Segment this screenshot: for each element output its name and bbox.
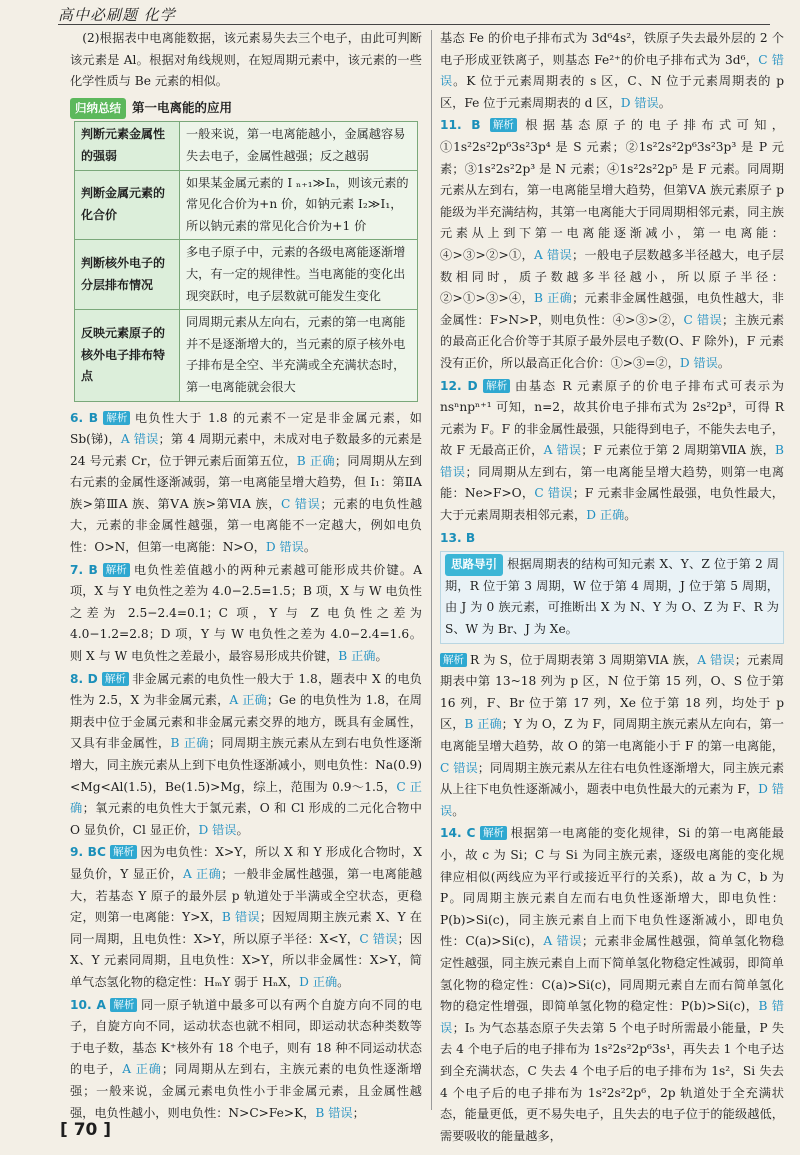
answer-11	[440, 115, 784, 374]
option-verdict: D 错误	[440, 782, 784, 818]
answer-text: ；因短周期主族元素 X、Y 在同一周期，且电负性：X>Y，所以原子半径：X<Y，	[70, 910, 422, 946]
analysis-badge: 解析	[440, 653, 467, 667]
column-divider	[431, 30, 432, 1110]
option-verdict: B 正确	[170, 736, 209, 751]
option-verdict: B 正确	[533, 291, 573, 306]
answer-8	[70, 669, 422, 842]
option-verdict: A 错误	[697, 652, 735, 667]
answer-text: ；元素的电负性越大，元素的非金属性越强，第一电离能不一定越大，例如电负性：O>N，但第一电离能：N>O，	[70, 496, 423, 555]
book-title: 高中必刷题 化学	[58, 6, 176, 24]
answer-6	[70, 408, 422, 559]
answer-10-continued	[440, 28, 784, 114]
answer-text: ；同周期主族元素从左往右电负性逐渐增大，同主族元素从上往下电负性逐渐减小，题表中电负性最大的元素为 F，	[440, 760, 785, 797]
option-verdict: D 正确	[299, 974, 338, 989]
option-verdict: A 正确	[182, 866, 222, 881]
answer-text: R 为 S，位于周期表第 3 周期第ⅥA 族，	[470, 652, 698, 667]
page-number: [ 70 ]	[60, 1120, 112, 1140]
answer-text: ；氧元素的电负性大于氯元素，O 和 Cl 形成的二元化合物中 O 显负价，Cl 显正价，	[70, 801, 422, 837]
option-verdict: C 正确	[70, 779, 422, 816]
answer-text: ；第 4 周期元素中，未成对电子数最多的元素是 24 号元素 Cr，位于钾元素后面第五位，	[70, 432, 422, 468]
table-key: 判断元素金属性的强弱	[75, 122, 180, 170]
answer-9	[70, 842, 422, 993]
answer-text: ；同周期主族元素从左到右电负性逐渐增大，同主族元素从上到下电负性逐渐减小，则电负性：Na(0.9)<Mg<Al(1.5)，Be(1.5)>Mg，综上，范围为 0.9～1.5，	[70, 736, 422, 794]
option-verdict: B 正确	[338, 649, 376, 664]
question-number: 10. A	[70, 997, 106, 1012]
table-value: 多电子原子中，元素的各级电离能逐渐增大，有一定的规律性。当电离能的变化出现突跃时，电子层数就可能发生变化	[180, 240, 418, 310]
analysis-badge: 解析	[110, 998, 137, 1012]
question-number: 8. D	[70, 671, 98, 686]
answer-text: ；元素周期表中第 13~18 列为 p 区，N 位于第 15 列，O、S 位于第 16 列，F、Br 位于第 17 列，Xe 位于第 18 列，均处于 p 区，	[440, 652, 784, 732]
question-number: 14. C	[440, 826, 476, 841]
answer-7	[70, 560, 422, 668]
option-verdict: C 错误	[683, 312, 722, 327]
answer-text: 电负性大于 1.8 的元素不一定是非金属元素，如 Sb(锑)，	[70, 410, 422, 447]
option-verdict: D 错误	[620, 95, 659, 110]
answer-text: 。	[658, 95, 671, 110]
answer-text: 同一原子轨道中最多可以有两个自旋方向不同的电子，自旋方向不同，运动状态也就不相同，即运动状态种类数等于电子数，基态 K⁺核外有 18 个电子，则有 18 种不同运动状态的电子，	[70, 997, 423, 1077]
option-verdict: B 错误	[440, 443, 784, 479]
answer-text: 基态 Fe 的价电子排布式为 3d⁶4s²，铁原子失去最外层的 2 个电子形成亚铁离子，则基态 Fe²⁺的价电子排布式为 3d⁶，	[440, 31, 784, 67]
option-verdict: A 错误	[534, 247, 572, 262]
answer-text: 。K 位于元素周期表的 s 区，C、N 位于元素周期表的 p 区，Fe 位于元素周期表的 d 区，	[440, 74, 784, 110]
option-verdict: D 正确	[586, 508, 625, 523]
answer-13	[440, 650, 784, 823]
answer-14	[440, 823, 784, 1147]
option-verdict: D 错误	[265, 540, 304, 555]
table-value: 一般来说，第一电离能越小，金属越容易失去电子，金属性越强；反之越弱	[180, 122, 418, 170]
intro-paragraph: (2)根据表中电离能数据，该元素易失去三个电子，由此可判断该元素是 Al。根据对角线规则，在短周期元素中，该元素的一些化学性质与 Be 元素的相似。	[70, 31, 422, 89]
analysis-badge: 解析	[110, 845, 137, 859]
answer-text: ；一般非金属性越强，第一电离能越大，若基态 Y 原子的最外层 p 轨道处于半满或全空状态，更稳定，则第一电离能：Y>X，	[70, 866, 423, 925]
table-value: 如果某金属元素的 I ₙ₊₁≫Iₙ，则该元素的常见化合价为+n 价，如钠元素 I₂≫I₁，所以钠元素的常见化合价为+1 价	[180, 170, 418, 240]
answer-text: ；Y 为 O，Z 为 F，同周期主族元素从左向右，第一电离能呈增大趋势，故 O 的第一电离能小于 F 的第一电离能，	[440, 717, 784, 753]
question-number: 6. B	[70, 410, 99, 425]
answer-text: 根据基态原子的电子排布式可知，①1s²2s²2p⁶3s²3p⁴ 是 S 元素；②1s²2s²2p⁶3s²3p³ 是 P 元素；③1s²2s²2p³ 是 N 元素；④1s²2s²2p⁵ 是 F 元素。同周期元素从左到右，第一电离能呈增大趋势，但第ⅤA 族元素原子 p 能级为半充满结构，其第一电离能大于同周期相邻元素，同主族元素从上到下第一电离能逐渐减小，第一电离能：④>③>②>①，	[440, 118, 784, 262]
summary-tag: 归纳总结	[70, 98, 126, 120]
option-verdict: B 错误	[221, 910, 260, 925]
answer-text: ；同周期从左到右，第一电离能呈增大趋势，则第一电离能：Ne>F>O，	[440, 464, 785, 501]
option-verdict: C 错误	[534, 486, 573, 501]
answer-text: ；一般电子层数越多半径越大，电子层数相同时，质子数越多半径越小，所以原子半径：②>①>③>④，	[440, 247, 784, 306]
answer-text: ；	[352, 1105, 365, 1120]
option-verdict: D 错误	[198, 822, 237, 837]
thinking-guide	[440, 551, 784, 643]
question-number: 9. BC	[70, 845, 106, 860]
guide-text: 根据周期表的结构可知元素 X、Y、Z 位于第 2 周期，R 位于第 3 周期，W 位于第 4 周期，J 位于第 5 周期，由 J 为 0 族元素，可推断出 X 为 N、Y 为 O、Z 为 F、R 为 S、W 为 Br、J 为 Xe。	[445, 557, 779, 637]
table-key: 判断核外电子的分层排布情况	[75, 240, 180, 310]
question-number: 7. B	[70, 562, 98, 577]
option-verdict: A 错误	[120, 432, 159, 447]
table-row	[75, 240, 418, 310]
answer-text: 。	[624, 508, 637, 523]
question-number: 13. B	[440, 530, 476, 545]
option-verdict: C 错误	[440, 52, 784, 89]
option-verdict: C 错误	[440, 760, 478, 775]
option-verdict: B 正确	[296, 453, 335, 468]
answer-text: ；同周期从左到右元素的金属性逐渐减弱，第一电离能呈增大趋势，但 I₁：第ⅡA 族>第ⅢA 族、第ⅤA 族>第ⅥA 族，	[70, 453, 422, 511]
question-number: 11. B	[440, 118, 481, 133]
summary-heading	[70, 97, 422, 120]
analysis-badge: 解析	[103, 411, 130, 425]
table-row	[75, 170, 418, 240]
option-verdict: B 正确	[464, 717, 502, 732]
option-verdict: A 错误	[543, 443, 582, 458]
analysis-badge: 解析	[103, 563, 130, 577]
option-verdict: A 正确	[229, 693, 267, 708]
right-column	[440, 28, 784, 1148]
summary-table	[74, 121, 418, 401]
answer-text: ；F 元素非金属性最强，电负性最大，大于元素周期表相邻元素，	[440, 486, 784, 523]
header-rule	[58, 24, 770, 25]
answer-text: 非金属元素的电负性一般大于 1.8，题表中 X 的电负性为 2.5，X 为非金属元素，	[70, 671, 422, 708]
answer-text: 由基态 R 元素原子的价电子排布式可表示为 nsⁿnpⁿ⁺¹ 可知，n=2，故其价电子排布式为 2s²2p³，可得 R 元素为 F。F 的非金属性最强，只能得到电子，不能失去电子，故 F 无最高正价，	[440, 378, 784, 458]
analysis-badge: 解析	[490, 118, 517, 132]
option-verdict: C 错误	[359, 931, 398, 946]
table-value: 同周期元素从左向右，元素的第一电离能并不是逐渐增大的，当元素的原子核外电子排布是全空、半充满或全充满状态时，第一电离能就会很大	[180, 310, 418, 401]
answer-text: 。	[375, 649, 388, 664]
answer-text: ；同周期从左到右，主族元素的电负性逐渐增强；一般来说，金属元素电负性小于非金属元素，且金属性越强，电负性越小，则电负性：N>C>Fe>K，	[70, 1062, 422, 1120]
answer-10	[70, 995, 422, 1125]
option-verdict: D 错误	[679, 355, 718, 370]
answer-text: 根据第一电离能的变化规律，Si 的第一电离能最小，故 c 为 Si；C 与 Si 为同主族元素，逐级电离能的变化规律应相似(两线应为平行或接近平行的关系)，故 a 为 C，b 为 P。同周期主族元素自左而右电负性逐渐增大，即电负性：P(b)>Si(c)，同主族元素自上而下电负性逐渐减小，即电负性：C(a)>Si(c)，	[440, 826, 784, 949]
guide-tag: 思路导引	[445, 554, 503, 576]
question-number: 12. D	[440, 378, 478, 393]
analysis-badge: 解析	[102, 672, 129, 686]
table-key: 反映元素原子的核外电子排布特点	[75, 310, 180, 401]
answer-text: ；I₅ 为气态基态原子失去第 5 个电子时所需最小能量，P 失去 4 个电子后的电子排布为 1s²2s²2p⁶3s¹，再失去 1 个电子达到全充满状态，C 失去 4 个电子后的电子排布为 1s²，Si 失去 4 个电子后的电子排布为 1s²2s²2p⁶，2p 轨道处于全充满状态，能量更低，更不易失电子，且失去的电子位于的能级越低，需要吸收的能量越多，	[440, 1020, 785, 1143]
answer-12	[440, 376, 784, 527]
answer-text: 。	[717, 355, 731, 370]
answer-text: 。	[303, 540, 317, 555]
answer-text: ；元素非金属性越强，电负性越大，非金属性：F>N>P，则电负性：④>③>②，	[440, 291, 784, 327]
table-row	[75, 310, 418, 401]
answer-text: ；Ge 的电负性为 1.8，在周期表中位于金属元素和非金属元素交界的地方，既具有金属性，又具有非金属性，	[70, 693, 422, 751]
answer-text: ；因 X、Y 元素同周期，且电负性：X>Y，所以非金属性：X>Y，简单气态氢化物的稳定性：HₘY 弱于 HₙX，	[70, 931, 423, 989]
answer-text: 。	[452, 803, 465, 818]
option-verdict: C 错误	[281, 496, 321, 511]
answer-text: ；F 元素位于第 2 周期第ⅦA 族，	[581, 443, 775, 458]
summary-title: 第一电离能的应用	[132, 99, 233, 115]
option-verdict: A 错误	[543, 934, 582, 949]
analysis-badge: 解析	[483, 379, 510, 393]
table-key: 判断金属元素的化合价	[75, 170, 180, 240]
analysis-badge: 解析	[480, 826, 507, 840]
answer-text: 。	[236, 822, 249, 837]
option-verdict: B 错误	[315, 1105, 353, 1120]
answer-13-heading	[440, 528, 784, 550]
answer-text: 电负性差值越小的两种元素越可能形成共价键。A 项，X 与 Y 电负性之差为 4.0−2.5=1.5；B 项，X 与 W 电负性之差为 2.5−2.4=0.1；C 项，Y 与 Z 电负性之差为 4.0−1.2=2.8；D 项，Y 与 W 电负性之差为 4.0−2.4=1.6。则 X 与 W 电负性之差最小，最容易形成共价键，	[70, 562, 422, 664]
answer-text: 。	[337, 974, 350, 989]
option-verdict: A 正确	[122, 1062, 162, 1077]
option-verdict: B 错误	[440, 999, 784, 1035]
answer-text: 因为电负性：X>Y，所以 X 和 Y 形成化合物时，X 显负价，Y 显正价，	[70, 845, 422, 881]
answer-text: ；元素非金属性越强，简单氢化物稳定性越强，同主族元素自上而下简单氢化物稳定性减弱，即简单氢化物的稳定性：C(a)>Si(c)，同周期元素自左而右简单氢化物的稳定性增强，即简单氢化物的稳定性：P(b)>Si(c)，	[440, 934, 784, 1014]
left-column	[70, 28, 422, 1125]
table-row	[75, 122, 418, 170]
answer-text: ；主族元素的最高正化合价等于其原子最外层电子数(O、F 除外)，F 元素没有正价，所以最高正化合价：①>③=②，	[440, 312, 785, 370]
